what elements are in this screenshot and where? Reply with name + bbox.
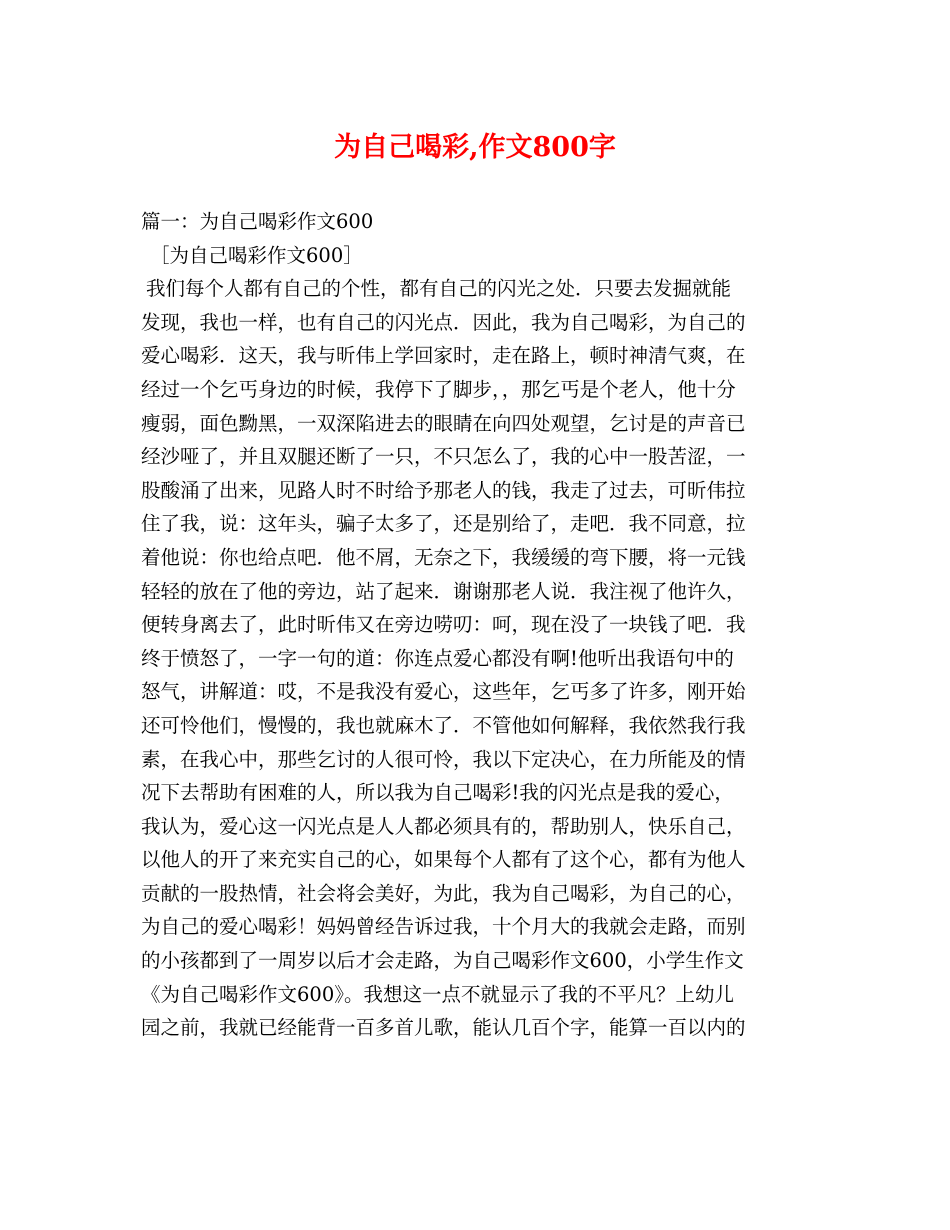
body-line: 爱心喝彩．这天，我与昕伟上学回家时，走在路上，顿时神清气爽，在 [141,344,746,368]
document-title: 为自己喝彩,作文800字 [334,132,616,163]
document-body [141,205,813,1045]
body-line: 素，在我心中，那些乞讨的人很可怜，我以下定决心，在力所能及的情 [141,747,746,771]
body-line: 终于愤怒了，一字一句的道：你连点爱心都没有啊!他听出我语句中的 [141,646,734,670]
body-line: 为自己的爱心喝彩！妈妈曾经告诉过我，十个月大的我就会走路，而别 [141,915,746,939]
body-line: 便转身离去了，此时昕伟又在旁边唠叨：呵，现在没了一块钱了吧．我 [141,613,746,637]
body-line: 股酸涌了出来，见路人时不时给予那老人的钱，我走了过去，可昕伟拉 [141,478,746,502]
body-line: 还可怜他们，慢慢的，我也就麻木了．不管他如何解释，我依然我行我 [141,713,746,737]
body-line: 经沙哑了，并且双腿还断了一只，不只怎么了，我的心中一股苦涩，一 [141,445,746,469]
body-line: 园之前，我就已经能背一百多首儿歌，能认几百个字，能算一百以内的 [141,1016,746,1040]
body-line: 住了我，说：这年头，骗子太多了，还是别给了，走吧．我不同意，拉 [141,512,746,536]
body-line: 怒气，讲解道：哎，不是我没有爱心，这些年，乞丐多了许多，刚开始 [141,680,746,704]
body-line: 着他说：你也给点吧．他不屑，无奈之下，我缓缓的弯下腰，将一元钱 [141,545,746,569]
body-line: 以他人的开了来充实自己的心，如果每个人都有了这个心，都有为他人 [141,848,746,872]
body-line: 瘦弱，面色黝黑，一双深陷进去的眼睛在向四处观望，乞讨是的声音已 [141,411,746,435]
body-line: 贡献的一股热情，社会将会美好，为此，我为自己喝彩，为自己的心， [141,881,746,905]
section-heading: 篇一：为自己喝彩作文600 [141,210,374,233]
body-line: 我认为，爱心这一闪光点是人人都必须具有的，帮助别人，快乐自己， [141,814,746,838]
body-line: 的小孩都到了一周岁以后才会走路，为自己喝彩作文600，小学生作文 [141,949,744,973]
body-line: 况下去帮助有困难的人，所以我为自己喝彩!我的闪光点是我的爱心， [141,781,734,805]
sub-heading: ［为自己喝彩作文600］ [150,243,363,267]
body-line: 发现，我也一样，也有自己的闪光点．因此，我为自己喝彩，为自己的 [141,310,746,334]
body-line: 我们每个人都有自己的个性，都有自己的闪光之处．只要去发掘就能 [146,277,732,301]
body-line: 经过一个乞丐身边的时候，我停下了脚步，，那乞丐是个老人，他十分 [141,377,736,401]
body-line: 轻轻的放在了他的旁边，站了起来．谢谢那老人说．我注视了他许久， [141,579,746,603]
body-line: 《为自己喝彩作文600》。我想这一点不就显示了我的不平凡？上幼儿 [141,982,734,1006]
